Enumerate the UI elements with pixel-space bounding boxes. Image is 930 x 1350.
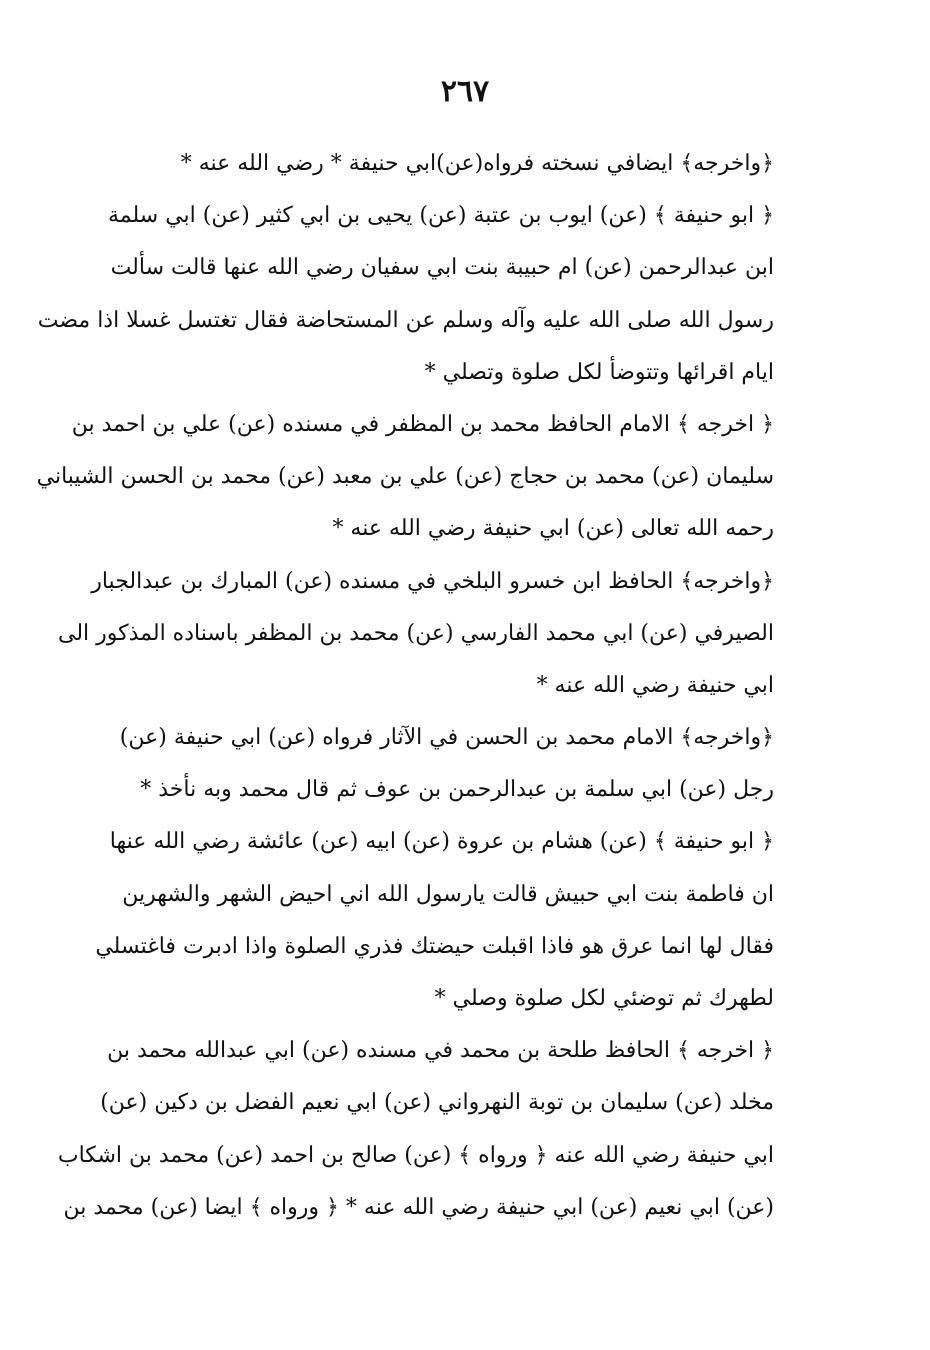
text-line: ايام اقرائها وتتوضأ لكل صلوة وتصلي * xyxy=(424,359,774,385)
text-line: ﴿واخرجه﴾ الامام محمد بن الحسن في الآثار فرواه (عن) ابي حنيفة (عن) xyxy=(119,725,774,751)
text-line: ابن عبدالرحمن (عن) ام حبيبة بنت ابي سفيان رضي الله عنها قالت سألت xyxy=(110,255,774,281)
text-line: ﴿واخرجه﴾ الحافظ ابن خسرو البلخي في مسنده (عن) المبارك بن عبدالجبار xyxy=(91,568,774,594)
body-text xyxy=(36,138,774,1234)
text-line: ان فاطمة بنت ابي حبيش قالت يارسول الله اني احيض الشهر والشهرين xyxy=(122,881,774,907)
text-line: ﴿واخرجه﴾ ايضافي نسخته فرواه(عن)ابي حنيفة * رضي الله عنه * xyxy=(180,151,774,176)
text-line: (عن) ابي نعيم (عن) ابي حنيفة رضي الله عنه * ﴿ ورواه ﴾ ايضا (عن) محمد بن xyxy=(63,1194,774,1220)
text-line: فقال لها انما عرق هو فاذا اقبلت حيضتك فذري الصلوة واذا ادبرت فاغتسلي xyxy=(95,933,774,959)
text-line: الصيرفي (عن) ابي محمد الفارسي (عن) محمد بن المظفر باسناده المذكور الى xyxy=(58,620,774,646)
text-line: ابي حنيفة رضي الله عنه * xyxy=(536,672,774,698)
text-line: ﴿ اخرجه ﴾ الامام الحافظ محمد بن المظفر في مسنده (عن) علي بن احمد بن xyxy=(71,411,774,437)
text-line: لطهرك ثم توضئي لكل صلوة وصلي * xyxy=(434,986,774,1011)
text-line: ﴿ اخرجه ﴾ الحافظ طلحة بن محمد في مسنده (عن) ابي عبدالله محمد بن xyxy=(107,1038,774,1064)
text-line: رجل (عن) ابي سلمة بن عبدالرحمن بن عوف ثم قال محمد وبه نأخذ * xyxy=(140,777,774,803)
text-line: سليمان (عن) محمد بن حجاج (عن) علي بن معبد (عن) محمد بن الحسن الشيباني xyxy=(36,464,774,490)
text-line: ﴿ ابو حنيفة ﴾ (عن) هشام بن عروة (عن) ابيه (عن) عائشة رضي الله عنها xyxy=(109,829,774,855)
text-line: ﴿ ابو حنيفة ﴾ (عن) ايوب بن عتبة (عن) يحيى بن ابي كثير (عن) ابي سلمة xyxy=(107,203,774,229)
text-line: ابي حنيفة رضي الله عنه ﴿ ورواه ﴾ (عن) صالح بن احمد (عن) محمد بن اشكاب xyxy=(57,1142,774,1168)
page-number: ٢٦٧ xyxy=(440,74,490,109)
text-line: رحمه الله تعالى (عن) ابي حنيفة رضي الله عنه * xyxy=(332,516,774,542)
text-line: رسول الله صلى الله عليه وآله وسلم عن المستحاضة فقال تغتسل غسلا اذا مضت xyxy=(37,307,774,333)
text-line: مخلد (عن) سليمان بن توبة النهرواني (عن) ابي نعيم الفضل بن دكين (عن) xyxy=(100,1090,774,1116)
